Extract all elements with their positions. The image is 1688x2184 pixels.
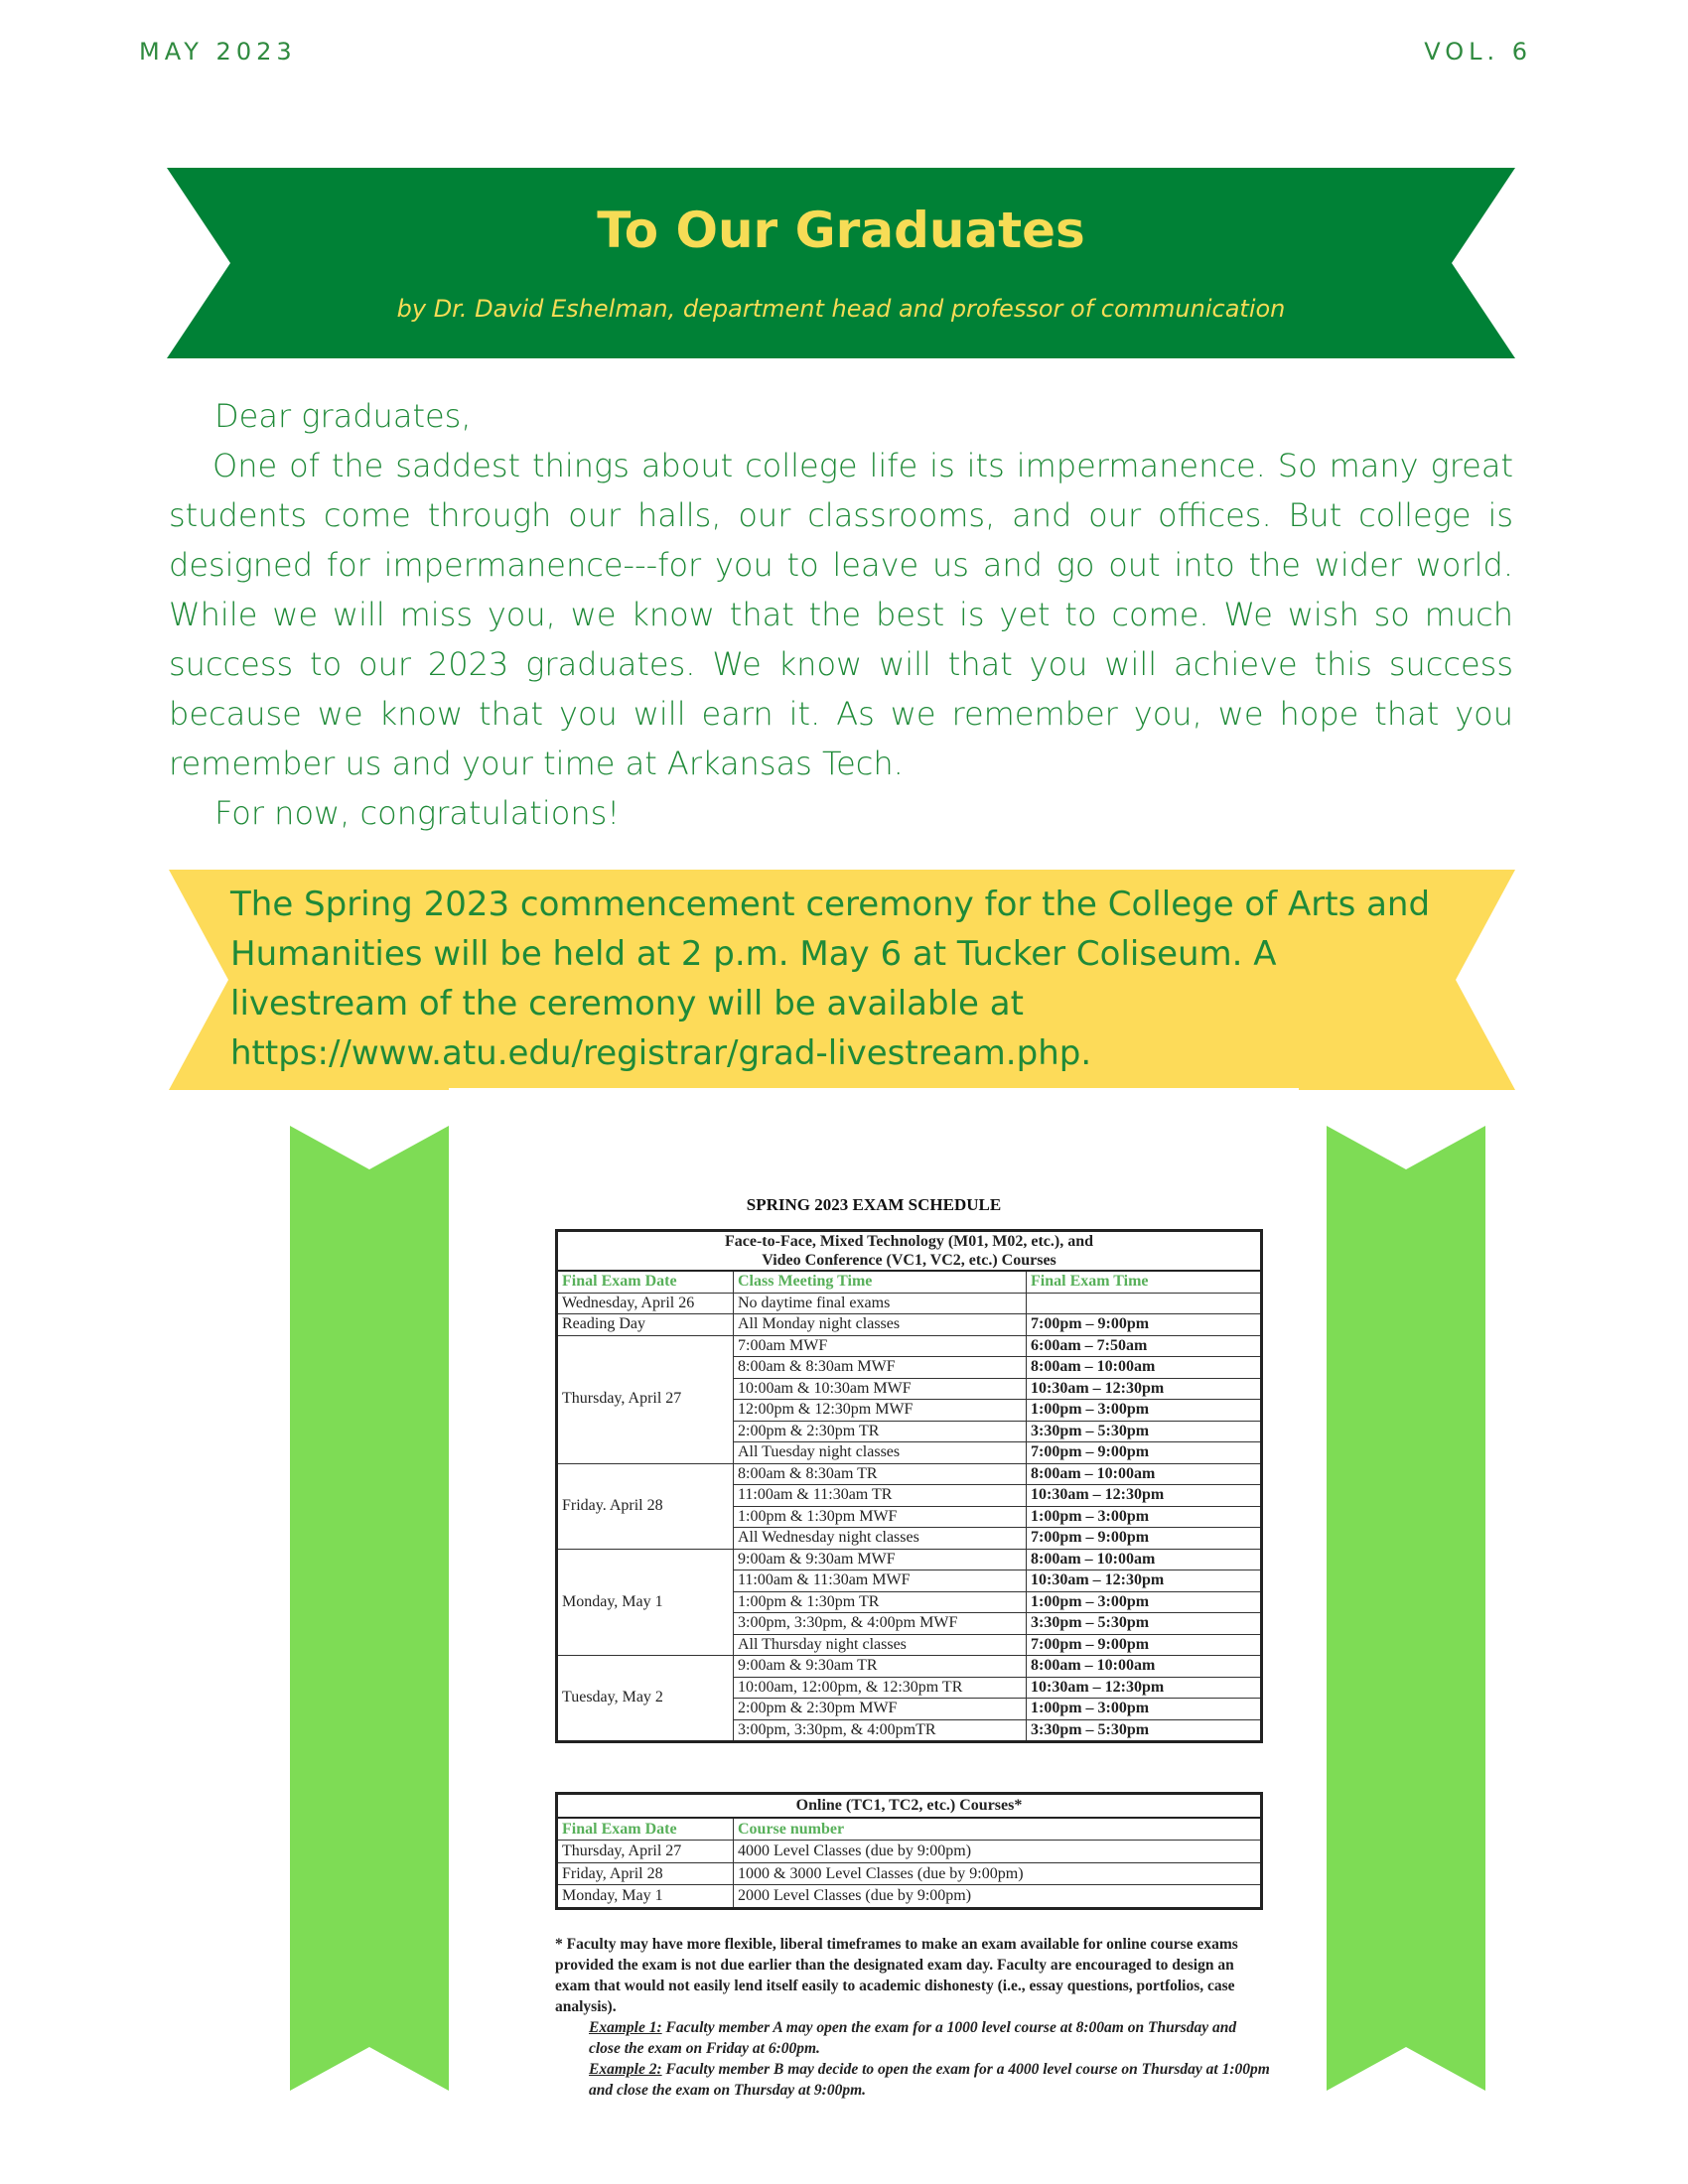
table-caption-line1: Face-to-Face, Mixed Technology (M01, M02, etc.), and [724, 1233, 1094, 1250]
class-meeting-time: 8:00am & 8:30am MWF [734, 1357, 1027, 1379]
example-2-text: Faculty member B may decide to open the exam for a 4000 level course on Thursday at 1:00pm and close the exam on Thursday at 9:00pm. [589, 2061, 1270, 2099]
final-exam-time: 6:00am – 7:50am [1027, 1335, 1262, 1357]
class-meeting-time: 9:00am & 9:30am TR [734, 1656, 1027, 1678]
final-exam-time: 10:30am – 12:30pm [1027, 1378, 1262, 1400]
example-2-label: Example 2: [589, 2061, 662, 2078]
exam-date: Tuesday, May 2 [557, 1656, 734, 1742]
table-row [557, 1293, 1262, 1314]
final-exam-time: 1:00pm – 3:00pm [1027, 1506, 1262, 1528]
table-caption-line2: Video Conference (VC1, VC2, etc.) Courses [762, 1252, 1056, 1269]
online-exam-table [555, 1792, 1263, 1910]
final-exam-time: 7:00pm – 9:00pm [1027, 1442, 1262, 1464]
class-meeting-time: All Thursday night classes [734, 1634, 1027, 1656]
class-meeting-time: 10:00am & 10:30am MWF [734, 1378, 1027, 1400]
class-meeting-time: 7:00am MWF [734, 1335, 1027, 1357]
footnote-text: * Faculty may have more flexible, liberal timeframes to make an exam available for online course exams provided the exam is not due earlier than the designated exam day. Faculty are encouraged to design an exam that would not easily lend itself easily to academic dishonesty (i.e., essay questions, portfolios, case analysis). [555, 1936, 1238, 2015]
example-1-text: Faculty member A may open the exam for a 1000 level course at 8:00am on Thursday and close the exam on Friday at 6:00pm. [589, 2019, 1237, 2057]
exam-date: Thursday, April 27 [557, 1335, 734, 1463]
final-exam-time: 3:30pm – 5:30pm [1027, 1719, 1262, 1742]
column-header-meeting: Class Meeting Time [734, 1271, 1027, 1293]
online-exam-date: Friday, April 28 [557, 1862, 734, 1885]
right-ribbon-decoration [1327, 1126, 1485, 2091]
class-meeting-time: 12:00pm & 12:30pm MWF [734, 1400, 1027, 1422]
online-exam-date: Monday, May 1 [557, 1885, 734, 1909]
final-exam-time: 8:00am – 10:00am [1027, 1463, 1262, 1485]
final-exam-time: 3:30pm – 5:30pm [1027, 1421, 1262, 1442]
final-exam-time: 10:30am – 12:30pm [1027, 1677, 1262, 1699]
letter-closing: For now, congratulations! [214, 794, 621, 832]
exam-date: Monday, May 1 [557, 1549, 734, 1656]
class-meeting-time: 3:00pm, 3:30pm, & 4:00pm MWF [734, 1613, 1027, 1635]
class-meeting-time: 1:00pm & 1:30pm MWF [734, 1506, 1027, 1528]
example-2 [589, 2059, 1270, 2101]
letter-salutation: Dear graduates, [214, 397, 472, 435]
title-banner [167, 168, 1515, 358]
final-exam-time [1027, 1293, 1262, 1314]
announcement-banner [169, 870, 1515, 1090]
class-meeting-time: All Monday night classes [734, 1314, 1027, 1336]
table-row [557, 1335, 1262, 1357]
class-meeting-time: 9:00am & 9:30am MWF [734, 1549, 1027, 1570]
table-caption-row [557, 1231, 1262, 1272]
online-exam-date: Thursday, April 27 [557, 1841, 734, 1863]
final-exam-time: 1:00pm – 3:00pm [1027, 1699, 1262, 1720]
class-meeting-time: 2:00pm & 2:30pm MWF [734, 1699, 1027, 1720]
final-exam-time: 7:00pm – 9:00pm [1027, 1634, 1262, 1656]
article-byline: by Dr. David Eshelman, department head and professor of communication [396, 295, 1286, 323]
letter-body [169, 391, 1513, 838]
class-meeting-time: 11:00am & 11:30am MWF [734, 1570, 1027, 1592]
example-1-label: Example 1: [589, 2019, 662, 2036]
table-row [557, 1463, 1262, 1485]
column-header-date: Final Exam Date [557, 1271, 734, 1293]
in-person-exam-table [555, 1229, 1263, 1743]
issue-date: MAY 2023 [139, 38, 297, 66]
exam-schedule-image [449, 1088, 1299, 2184]
table-row [557, 1314, 1262, 1336]
exam-date: Wednesday, April 26 [557, 1293, 734, 1314]
class-meeting-time: 11:00am & 11:30am TR [734, 1485, 1027, 1507]
exam-groups [557, 1335, 1262, 1742]
letter-paragraph: One of the saddest things about college life is its impermanence. So many great students come through our halls, our classrooms, and our offices. But college is designed for impermanence---for you to leave us and go out into the wider world. While we will miss you, we know that the best is yet to come. We wish so much success to our 2023 graduates. We know will that you will achieve this success because we know that you will earn it. As we remember you, we hope that you remember us and your time at Arkansas Tech. [169, 447, 1513, 782]
class-meeting-time: 8:00am & 8:30am TR [734, 1463, 1027, 1485]
commencement-announcement: The Spring 2023 commencement ceremony for the College of Arts and Humanities will be held at 2 p.m. May 6 at Tucker Coliseum. A livestream of the ceremony will be available at https://www.atu.edu/registrar/grad-livestream.php. [230, 885, 1431, 1073]
online-course: 2000 Level Classes (due by 9:00pm) [734, 1885, 1262, 1909]
table-row [557, 1862, 1262, 1885]
volume-number: VOL. 6 [1424, 38, 1532, 66]
final-exam-time: 7:00pm – 9:00pm [1027, 1528, 1262, 1550]
final-exam-time: 8:00am – 10:00am [1027, 1549, 1262, 1570]
column-header-time: Final Exam Time [1027, 1271, 1262, 1293]
online-caption-row [557, 1794, 1262, 1818]
final-exam-time: 3:30pm – 5:30pm [1027, 1613, 1262, 1635]
class-meeting-time: All Wednesday night classes [734, 1528, 1027, 1550]
table-row [557, 1885, 1262, 1909]
online-caption: Online (TC1, TC2, etc.) Courses* [557, 1794, 1262, 1818]
exam-date: Reading Day [557, 1314, 734, 1336]
example-1 [589, 2017, 1270, 2059]
exam-date: Friday. April 28 [557, 1463, 734, 1549]
title-banner-shape [167, 168, 1515, 358]
online-course: 1000 & 3000 Level Classes (due by 9:00pm) [734, 1862, 1262, 1885]
online-column-header-date: Final Exam Date [557, 1818, 734, 1841]
final-exam-time: 10:30am – 12:30pm [1027, 1570, 1262, 1592]
final-exam-time: 8:00am – 10:00am [1027, 1656, 1262, 1678]
left-ribbon-decoration [290, 1126, 449, 2091]
class-meeting-time: 3:00pm, 3:30pm, & 4:00pmTR [734, 1719, 1027, 1742]
schedule-footnotes [555, 1934, 1270, 2101]
class-meeting-time: 2:00pm & 2:30pm TR [734, 1421, 1027, 1442]
final-exam-time: 1:00pm – 3:00pm [1027, 1591, 1262, 1613]
online-header-row [557, 1818, 1262, 1841]
online-course: 4000 Level Classes (due by 9:00pm) [734, 1841, 1262, 1863]
table-row [557, 1841, 1262, 1863]
table-row [557, 1549, 1262, 1570]
class-meeting-time: No daytime final exams [734, 1293, 1027, 1314]
final-exam-time: 1:00pm – 3:00pm [1027, 1400, 1262, 1422]
final-exam-time: 10:30am – 12:30pm [1027, 1485, 1262, 1507]
table-header-row [557, 1271, 1262, 1293]
exam-schedule-title: SPRING 2023 EXAM SCHEDULE [746, 1195, 1002, 1214]
final-exam-time: 8:00am – 10:00am [1027, 1357, 1262, 1379]
article-title: To Our Graduates [597, 202, 1085, 259]
class-meeting-time: 1:00pm & 1:30pm TR [734, 1591, 1027, 1613]
online-column-header-course: Course number [734, 1818, 1262, 1841]
final-exam-time: 7:00pm – 9:00pm [1027, 1314, 1262, 1336]
table-row [557, 1656, 1262, 1678]
class-meeting-time: 10:00am, 12:00pm, & 12:30pm TR [734, 1677, 1027, 1699]
class-meeting-time: All Tuesday night classes [734, 1442, 1027, 1464]
